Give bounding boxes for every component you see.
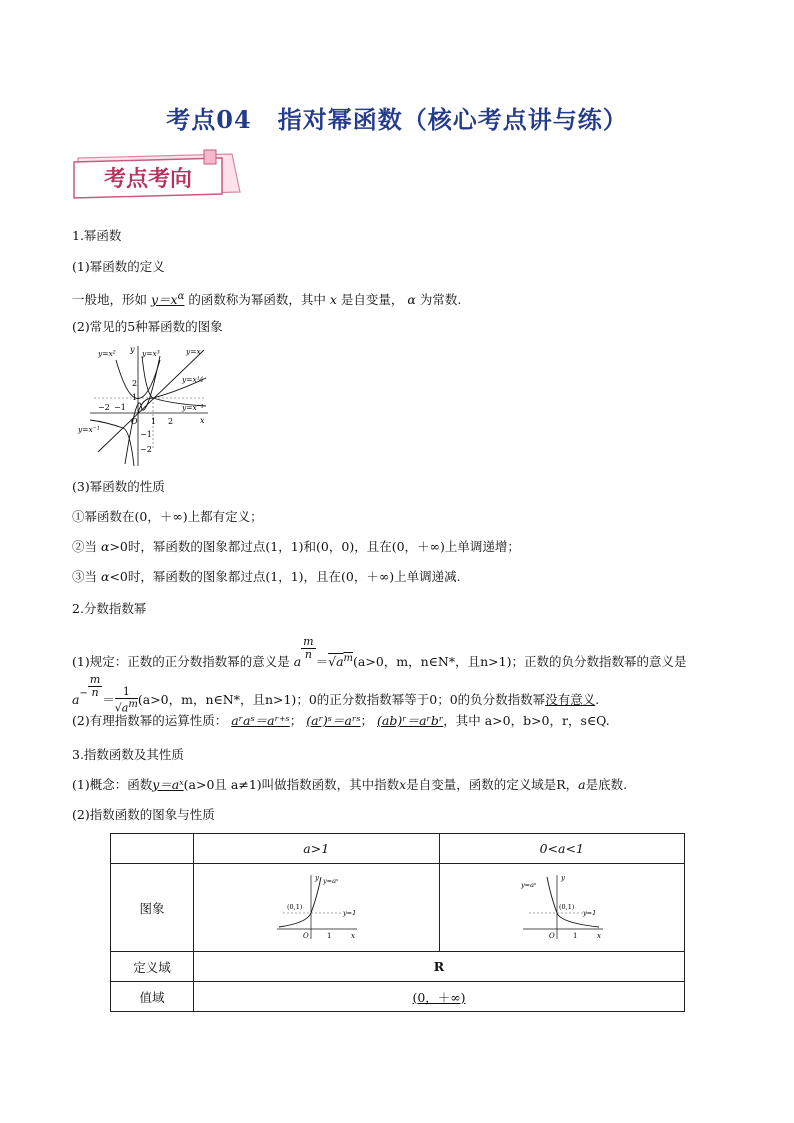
r1-root-base: √a — [328, 654, 344, 669]
s1-sub3: (3)幂函数的性质 — [72, 479, 165, 494]
r2-frac-den-exp: m — [128, 699, 138, 711]
axis-x-label: x — [200, 416, 205, 425]
r1-root-exp: m — [343, 652, 354, 664]
s2-rule-1 — [72, 636, 686, 671]
ytick-m2: −2 — [140, 445, 152, 454]
section-badge — [72, 148, 248, 202]
g1-point: (0,1) — [287, 903, 303, 911]
p2-text-a: ②当 — [72, 539, 98, 554]
range-value: (0，＋∞) — [194, 982, 685, 1012]
g2-label: y=aˣ — [520, 881, 537, 889]
s3-concept — [72, 776, 627, 794]
g2-y1: y=1 — [582, 909, 597, 917]
tick-m1: −1 — [114, 403, 126, 412]
g1-y-label: y — [315, 874, 320, 882]
r2-frac-den-base: √a — [114, 701, 129, 715]
s2-rule-3 — [72, 712, 610, 730]
table-header-row — [111, 834, 685, 864]
r1-text-a: (1)规定：正数的正分数指数幂的意义是 — [72, 654, 290, 669]
r2-power-base: a — [72, 692, 80, 707]
title-topic-name: 指对幂函数（核心考点讲与练） — [277, 105, 628, 134]
r2-condition: (a>0，m，n∈N*，且n>1)；0的正分数指数幂等于0；0的负分数指数幂 — [137, 692, 546, 707]
graph-cell-a-lt1 — [439, 864, 685, 952]
c1-text-c: 是自变量，函数的定义域是R， — [406, 777, 579, 792]
s1-sub1: (1)幂函数的定义 — [72, 259, 165, 274]
section-2-heading: 2.分数指数幂 — [72, 601, 147, 616]
p3-text-b: <0时，幂函数的图象都过点(1，1)，且在(0，＋∞)上单调递减. — [109, 569, 461, 584]
g1-curve — [279, 877, 321, 927]
r1-condition: (a>0，m，n∈N*，且n>1)；正数的负分数指数幂的意义是 — [353, 654, 687, 669]
ytick-m1: −1 — [140, 430, 152, 439]
def-text-a: 一般地，形如 — [72, 292, 148, 308]
tick-1: 1 — [151, 417, 157, 426]
s2-rule-2 — [72, 674, 599, 715]
label-xhalf: y=x½ — [182, 375, 205, 384]
c1-text-d: 是底数. — [585, 777, 628, 792]
s1-property-2 — [72, 538, 520, 556]
page-title — [0, 100, 794, 135]
r1-power — [293, 635, 316, 669]
g2-one: 1 — [572, 932, 578, 940]
r3-formula-2: (aʳ)ˢ＝aʳˢ — [306, 713, 361, 728]
graph-a-gt1 — [271, 871, 361, 941]
def-var-x: x — [329, 292, 337, 308]
clip-icon — [204, 150, 216, 164]
graph-cell-a-gt1 — [194, 864, 440, 952]
label-xinv: y=x⁻¹ — [182, 403, 204, 412]
table-row-range — [111, 982, 685, 1012]
s1-property-1: ①幂函数在(0，＋∞)上都有定义； — [72, 509, 263, 524]
def-text-d: 为常数. — [419, 292, 462, 308]
badge-label: 考点考向 — [103, 166, 193, 192]
ytick-1: 1 — [132, 393, 138, 402]
exponential-properties-table — [110, 833, 685, 1012]
r2-power — [72, 673, 102, 707]
c1-text-a: (1)概念：函数 — [72, 777, 153, 792]
section-1-heading: 1.幂函数 — [72, 228, 122, 243]
section-3-heading: 3.指数函数及其性质 — [72, 747, 184, 762]
label-x2: y=x² — [98, 349, 116, 358]
table-corner-cell — [111, 834, 194, 864]
r2-period: . — [595, 692, 600, 707]
s1-property-3 — [72, 568, 461, 586]
r3-text-a: (2)有理指数幂的运算性质： — [72, 713, 228, 728]
c1-var-a: a — [578, 777, 586, 792]
r1-exponent-fraction — [301, 636, 315, 661]
domain-value: R — [194, 952, 685, 982]
p2-text-b: >0时，幂函数的图象都过点(1，1)和(0，0)，且在(0，＋∞)上单调递增； — [109, 539, 520, 554]
r1-exp-num: m — [303, 635, 314, 648]
def-formula-exp: α — [177, 291, 185, 302]
g1-label: y=aˣ — [323, 877, 339, 885]
axis-y-label: y — [130, 345, 135, 354]
row-label-range: 值域 — [111, 982, 194, 1012]
r2-exp-den: n — [91, 686, 99, 699]
graph-a-lt1 — [517, 871, 607, 941]
label-xinv-left: y=x⁻¹ — [78, 425, 100, 434]
table-head-a-gt1: a>1 — [194, 834, 440, 864]
g1-y1: y=1 — [343, 909, 357, 917]
s3-sub2: (2)指数函数的图象与性质 — [72, 807, 215, 822]
power-functions-graph — [76, 342, 216, 468]
tick-2: 2 — [168, 417, 174, 426]
origin-label: O — [131, 417, 138, 426]
g2-y-label: y — [560, 874, 565, 882]
def-alpha: α — [407, 292, 416, 308]
c1-var-x: x — [399, 777, 407, 792]
def-formula-base: y＝x — [151, 292, 178, 308]
r2-exp-num: m — [89, 673, 101, 686]
c1-text-b: (a>0且 a≠1)叫做指数函数，其中指数 — [183, 777, 400, 792]
r1-exp-den: n — [304, 648, 312, 661]
g1-origin: O — [303, 932, 309, 940]
g1-x-label: x — [351, 932, 356, 940]
table-head-a-lt1: 0<a<1 — [439, 834, 685, 864]
r1-equals: ＝ — [315, 654, 329, 669]
def-text-c: 是自变量， — [340, 292, 404, 308]
r2-minus: − — [79, 688, 88, 699]
p3-text-a: ③当 — [72, 569, 98, 584]
p3-alpha: α — [101, 569, 110, 584]
r1-power-base: a — [293, 654, 302, 669]
table-row-graph — [111, 864, 685, 952]
label-x3: y=x³ — [142, 349, 160, 358]
r3-sep-1: ； — [289, 713, 303, 728]
r2-frac-num: 1 — [115, 686, 138, 699]
g2-x-label: x — [596, 932, 601, 940]
r1-root — [328, 654, 353, 669]
table-row-domain — [111, 952, 685, 982]
tick-m2: −2 — [98, 403, 110, 412]
s1-definition — [72, 288, 461, 309]
title-topic-number: 考点04 — [166, 105, 252, 134]
s1-sub2: (2)常见的5种幂函数的图象 — [72, 319, 223, 334]
g2-point: (0,1) — [558, 903, 575, 911]
label-x: y=x — [186, 347, 201, 356]
r3-formula-3: (ab)ʳ＝aʳbʳ — [377, 713, 444, 728]
r2-value-fraction — [115, 686, 138, 715]
row-label-domain: 定义域 — [111, 952, 194, 982]
ytick-2: 2 — [132, 379, 138, 388]
r3-sep-2: ； — [360, 713, 374, 728]
r3-formula-1: aʳaˢ＝aʳ⁺ˢ — [231, 713, 290, 728]
r2-equals: ＝ — [102, 692, 115, 707]
row-label-graph: 图象 — [111, 864, 194, 952]
r2-no-meaning: 没有意义 — [545, 692, 596, 707]
p2-alpha: α — [101, 539, 110, 554]
def-formula — [151, 292, 184, 307]
g2-origin: O — [548, 932, 555, 940]
r2-exponent-fraction — [88, 674, 102, 699]
g2-curve — [547, 877, 599, 927]
g1-one: 1 — [327, 932, 332, 940]
def-text-b: 的函数称为幂函数，其中 — [188, 292, 326, 308]
c1-formula: y＝aˣ — [152, 777, 184, 792]
r3-text-b: ，其中 a>0，b>0，r，s∈Q. — [443, 713, 610, 728]
badge-shape — [72, 148, 248, 202]
